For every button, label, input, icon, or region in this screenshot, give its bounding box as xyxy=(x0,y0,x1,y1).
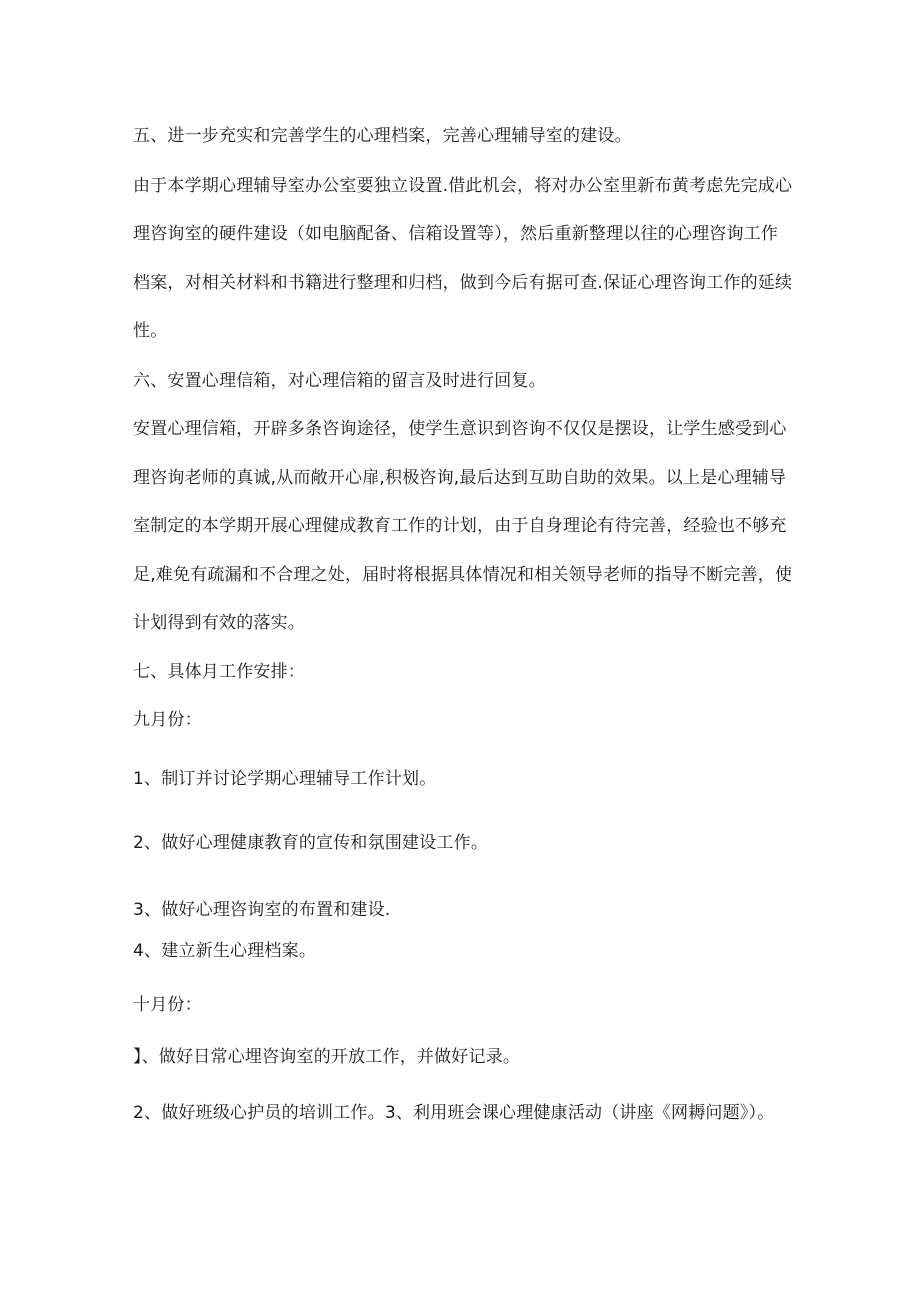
september-item: 2、做好心理健康教育的宣传和氛围建设工作。 xyxy=(133,833,489,853)
september-label: 九月份： xyxy=(133,710,202,730)
section-5-paragraph-line: 理咨询室的硬件建设（如电脑配备、信箱设置等），然后重新整理以往的心理咨询工作 xyxy=(133,224,779,244)
section-7-heading: 七、具体月工作安排： xyxy=(133,662,305,682)
october-label: 十月份： xyxy=(133,995,202,1015)
section-5-heading: 五、进一步充实和完善学生的心理档案，完善心理辅导室的建设。 xyxy=(133,126,632,146)
section-6-paragraph-line: 安置心理信箱，开辟多条咨询途径，使学生意识到咨询不仅仅是摆设，让学生感受到心 xyxy=(133,419,787,439)
section-6-paragraph-line: 室制定的本学期开展心理健成教育工作的计划，由于自身理论有待完善，经验也不够充 xyxy=(133,516,787,536)
september-item: 3、做好心理咨询室的布置和建设. xyxy=(133,900,391,920)
section-6-paragraph-line: 计划得到有效的落实。 xyxy=(133,613,305,633)
september-item: 1、制订并讨论学期心理辅导工作计划。 xyxy=(133,769,437,789)
section-6-paragraph-line: 理咨询老师的真诚,从而敞开心扉,积极咨询,最后达到互助自助的效果。以上是心理辅导 xyxy=(133,468,787,488)
section-6-paragraph-line: 足,难免有疏漏和不合理之处，届时将根据具体情况和相关领导老师的指导不断完善，使 xyxy=(133,565,793,585)
september-item: 4、建立新生心理档案。 xyxy=(133,941,317,961)
section-5-paragraph-line: 由于本学期心理辅导室办公室要独立设置.借此机会，将对办公室里新布黄考虑先完成心 xyxy=(133,176,793,196)
october-item: 2、做好班级心护员的培训工作。3、利用班会课心理健康活动（讲座《网耨问题》）。 xyxy=(133,1103,775,1123)
section-5-paragraph-line: 性。 xyxy=(133,321,168,341)
october-item: 】、做好日常心埋咨询室的开放工作，并做好记录。 xyxy=(133,1047,521,1067)
section-5-paragraph-line: 档案，对相关材料和书籍进行整理和归档，做到今后有据可查.保证心理咨询工作的延续 xyxy=(133,273,793,293)
section-6-heading: 六、安置心理信箱，对心理信箱的留言及时进行回复。 xyxy=(133,371,546,391)
